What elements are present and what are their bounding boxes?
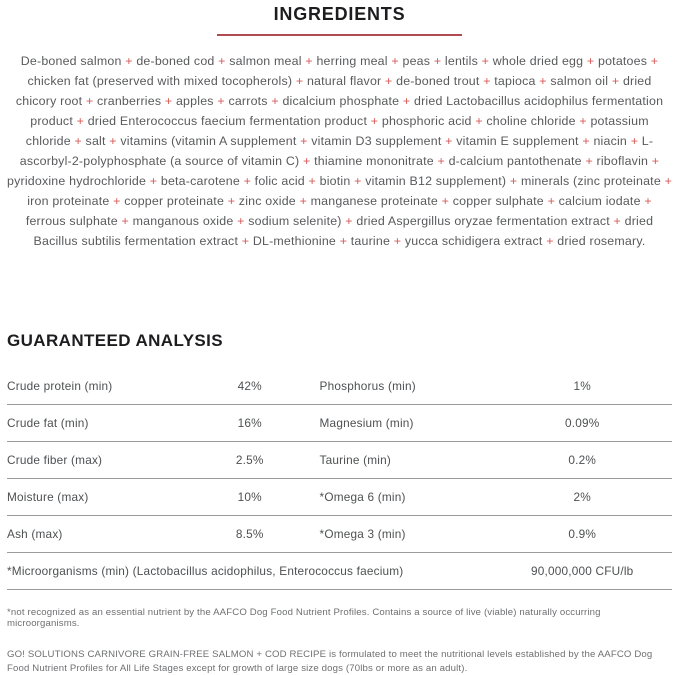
analysis-nutrient-label: Crude protein (min) (7, 368, 180, 405)
plus-separator: + (585, 154, 593, 168)
plus-separator: + (630, 134, 639, 148)
analysis-nutrient-value: 0.09% (492, 405, 672, 442)
plus-separator: + (305, 54, 313, 68)
plus-separator: + (644, 194, 652, 208)
analysis-nutrient-value: 10% (180, 479, 320, 516)
analysis-row-microorganisms (7, 553, 672, 590)
microorganisms-value: 90,000,000 CFU/lb (492, 553, 672, 590)
plus-separator: + (539, 74, 547, 88)
formulation-statement: GO! SOLUTIONS CARNIVORE GRAIN-FREE SALMON + COD RECIPE is formulated to meet the nutritional levels established by the AAFCO Dog Food Nutrient Profiles for All Life Stages except for growth of large size dogs (70lbs or more as an adult). (7, 649, 653, 674)
analysis-nutrient-value: 2% (492, 479, 672, 516)
analysis-row (7, 442, 672, 479)
plus-separator: + (339, 234, 348, 248)
analysis-nutrient-value: 2.5% (180, 442, 320, 479)
plus-separator: + (271, 94, 279, 108)
analysis-table-body (7, 368, 672, 590)
analysis-row (7, 479, 672, 516)
plus-separator: + (113, 194, 121, 208)
plus-separator: + (227, 194, 236, 208)
plus-separator: + (483, 74, 491, 88)
plus-separator: + (164, 94, 173, 108)
analysis-nutrient-value: 0.9% (492, 516, 672, 553)
analysis-row (7, 516, 672, 553)
plus-separator: + (402, 94, 411, 108)
plus-separator: + (441, 194, 450, 208)
plus-separator: + (237, 214, 245, 228)
plus-separator: + (308, 174, 316, 188)
plus-separator: + (579, 114, 587, 128)
plus-separator: + (613, 214, 621, 228)
plus-separator: + (445, 134, 453, 148)
plus-separator: + (125, 54, 133, 68)
analysis-nutrient-value: 1% (492, 368, 672, 405)
plus-separator: + (345, 214, 353, 228)
analysis-nutrient-label: Phosphorus (min) (320, 368, 493, 405)
plus-separator: + (243, 174, 252, 188)
analysis-nutrient-label: Crude fiber (max) (7, 442, 180, 479)
plus-separator: + (299, 194, 307, 208)
plus-separator: + (481, 54, 490, 68)
analysis-nutrient-label: *Omega 3 (min) (320, 516, 493, 553)
plus-separator: + (546, 234, 554, 248)
plus-separator: + (650, 54, 659, 68)
plus-separator: + (547, 194, 555, 208)
plus-separator: + (149, 174, 158, 188)
plus-separator: + (385, 74, 393, 88)
analysis-nutrient-label: Taurine (min) (320, 442, 493, 479)
plus-separator: + (300, 134, 308, 148)
analysis-nutrient-value: 16% (180, 405, 320, 442)
plus-separator: + (121, 214, 129, 228)
guaranteed-analysis-table (7, 368, 672, 590)
plus-separator: + (475, 114, 483, 128)
guaranteed-analysis-title: GUARANTEED ANALYSIS (7, 331, 224, 350)
analysis-nutrient-label: Moisture (max) (7, 479, 180, 516)
plus-separator: + (582, 134, 590, 148)
plus-separator: + (370, 114, 379, 128)
analysis-nutrient-value: 42% (180, 368, 320, 405)
ingredients-title: INGREDIENTS (273, 4, 406, 24)
analysis-nutrient-label: Crude fat (min) (7, 405, 180, 442)
plus-separator: + (218, 54, 226, 68)
plus-separator: + (354, 174, 362, 188)
plus-separator: + (217, 94, 225, 108)
microorganisms-label: *Microorganisms (min) (Lactobacillus acidophilus, Enterococcus faecium) (7, 553, 492, 590)
plus-separator: + (76, 114, 85, 128)
plus-separator: + (651, 154, 660, 168)
analysis-nutrient-label: Magnesium (min) (320, 405, 493, 442)
plus-separator: + (664, 174, 673, 188)
plus-separator: + (295, 74, 304, 88)
plus-separator: + (74, 134, 82, 148)
plus-separator: + (391, 54, 399, 68)
analysis-nutrient-label: *Omega 6 (min) (320, 479, 493, 516)
plus-separator: + (586, 54, 595, 68)
analysis-nutrient-value: 0.2% (492, 442, 672, 479)
analysis-row (7, 405, 672, 442)
analysis-nutrient-label: Ash (max) (7, 516, 180, 553)
title-underline-rule (217, 34, 462, 36)
plus-separator: + (509, 174, 518, 188)
plus-separator: + (303, 154, 311, 168)
plus-separator: + (393, 234, 402, 248)
plus-separator: + (611, 74, 620, 88)
plus-separator: + (433, 54, 442, 68)
plus-separator: + (437, 154, 445, 168)
ingredients-paragraph: De-boned salmon + de-boned cod + salmon meal + herring meal + peas + lentils + whole dried egg + potatoes + chicken fat (preserved with mixed tocopherols) + natural flavor + de-boned trout + tapioca + salmon oil + dried chicory root + cranberries + apples + carrots + dicalcium phosphate + dried Lactobacillus acidophilus fermentation product + dried Enterococcus faecium fermentation product + phosphoric acid + choline chloride + potassium chloride + salt + vitamins (vitamin A supplement + vitamin D3 supplement + vitamin E supplement + niacin + L-ascorbyl-2-polyphosphate (a source of vitamin C) + thiamine mononitrate + d-calcium pantothenate + riboflavin + pyridoxine hydrochloride + beta-carotene + folic acid + biotin + vitamin B12 supplement) + minerals (zinc proteinate + iron proteinate + copper proteinate + zinc oxide + manganese proteinate + copper sulphate + calcium iodate + ferrous sulphate + manganous oxide + sodium selenite) + dried Aspergillus oryzae fermentation extract + dried Bacillus subtilis fermentation extract + DL-methionine + taurine + yucca schidigera extract + dried rosemary. (7, 54, 673, 248)
analysis-row (7, 368, 672, 405)
analysis-nutrient-value: 8.5% (180, 516, 320, 553)
plus-separator: + (85, 94, 94, 108)
plus-separator: + (241, 234, 250, 248)
asterisk-footnote: *not recognized as an essential nutrient by the AAFCO Dog Food Nutrient Profiles. Contains a source of live (viable) naturally occurring microorganisms. (7, 607, 601, 629)
plus-separator: + (109, 134, 117, 148)
